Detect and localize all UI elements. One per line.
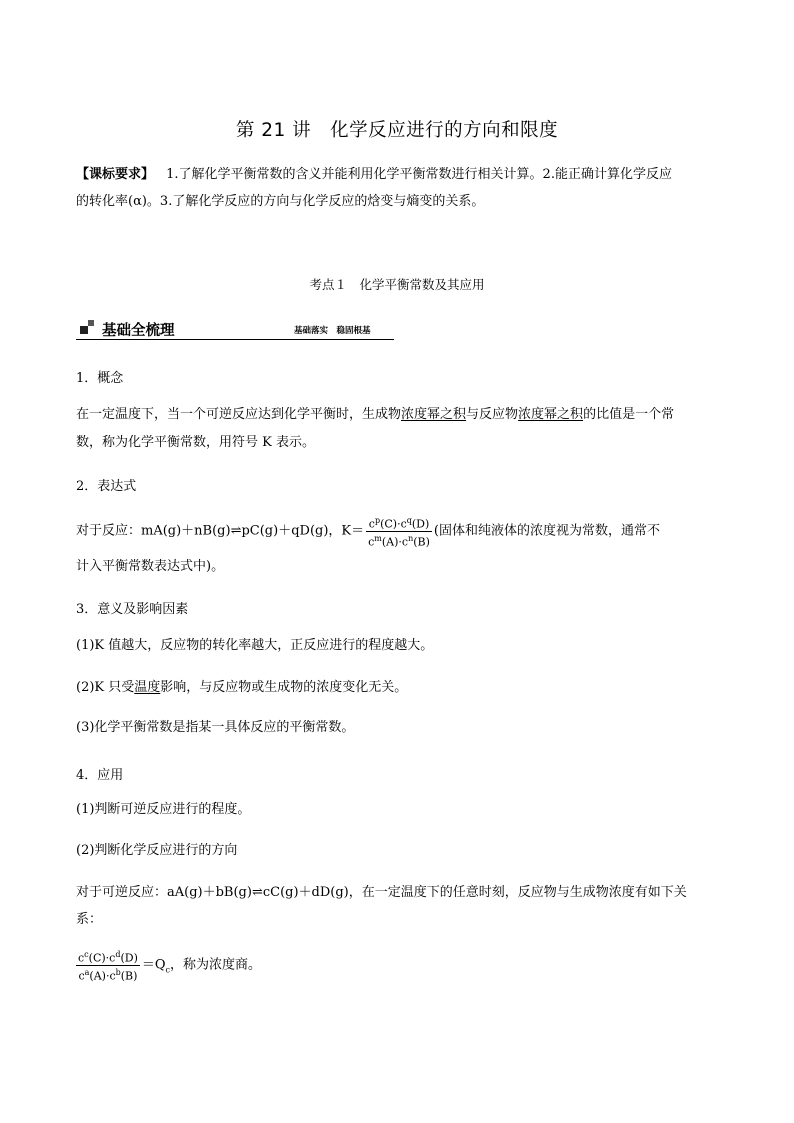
meaning-item-1: (1)K 值越大，反应物的转化率越大，正反应进行的程度越大。 <box>76 638 434 653</box>
banner-subtitle: 基础落实 稳固根基 <box>294 326 371 336</box>
equilibrium-constant-fraction <box>366 514 432 548</box>
meaning-underline: 温度 <box>134 680 161 695</box>
concept-line-2: 数，称为化学平衡常数，用符号 K 表示。 <box>76 435 315 450</box>
concept-underline-2: 浓度幂之积 <box>518 407 584 422</box>
requirements-line-1 <box>76 166 672 184</box>
expression-prefix: 对于反应：mA(g)＋nB(g)⇌pC(g)＋qD(g)，K＝ <box>76 523 365 539</box>
concentration-quotient-fraction <box>76 948 140 982</box>
application-item-2: (2)判断化学反应进行的方向 <box>76 843 238 858</box>
meaning-item-3: (3)化学平衡常数是指某一具体反应的平衡常数。 <box>76 720 355 735</box>
application-line-1: 对于可逆反应：aA(g)＋bB(g)⇌cC(g)＋dD(g)，在一定温度下的任意时刻，反应物与生成物浓度有如下关 <box>76 885 687 900</box>
concept-underline-1: 浓度幂之积 <box>401 407 467 422</box>
meaning-item-2: (2)K 只受温度影响，与反应物或生成物的浓度变化无关。 <box>76 680 408 695</box>
requirements-label: 【课标要求】 <box>76 167 155 182</box>
banner-title: 基础全梳理 <box>102 323 175 339</box>
fraction-denominator: $c^m(A)\cdot c^n(B)$ <box>366 531 432 549</box>
application-heading: 4．应用 <box>76 768 124 783</box>
expression-line-1 <box>76 514 660 549</box>
section-title: 考点１ 化学平衡常数及其应用 <box>309 277 485 292</box>
section-banner <box>76 316 394 340</box>
concept-text-b: 与反应物 <box>466 407 519 422</box>
quotient-subscript: c <box>165 965 171 975</box>
quotient-denominator: $c^a(A)\cdot c^b(B)$ <box>76 965 140 983</box>
quotient-numerator: $c^c(C)\cdot c^d(D)$ <box>78 950 138 965</box>
banner-square-icon <box>80 326 88 334</box>
concentration-quotient-line <box>76 948 261 987</box>
expression-line-2: 计入平衡常数表达式中)。 <box>76 559 225 574</box>
application-line-2: 系： <box>76 912 103 927</box>
requirements-line-2: 的转化率(α)。3.了解化学反应的方向与化学反应的焓变与熵变的关系。 <box>76 194 485 209</box>
page-title: 第 21 讲 化学反应进行的方向和限度 <box>235 120 559 141</box>
application-item-1: (1)判断可逆反应进行的程度。 <box>76 802 251 817</box>
concept-line-1 <box>76 406 674 424</box>
quotient-equals: ＝Q <box>141 957 166 973</box>
quotient-text: ，称为浓度商。 <box>170 957 262 973</box>
banner-rule <box>76 339 394 340</box>
concept-text-a: 在一定温度下，当一个可逆反应达到化学平衡时，生成物 <box>76 407 402 422</box>
banner-square-icon-small <box>88 320 94 326</box>
requirements-text-1: 1.了解化学平衡常数的含义并能利用化学平衡常数进行相关计算。2.能正确计算化学反应 <box>166 167 672 182</box>
expression-suffix: (固体和纯液体的浓度视为常数，通常不 <box>433 523 660 539</box>
meaning-heading: 3．意义及影响因素 <box>76 602 189 617</box>
concept-text-c: 的比值是一个常 <box>583 407 675 422</box>
concept-heading: 1．概念 <box>76 371 124 386</box>
fraction-numerator: $c^p(C)\cdot c^q(D)$ <box>368 516 430 531</box>
expression-heading: 2．表达式 <box>76 479 137 494</box>
